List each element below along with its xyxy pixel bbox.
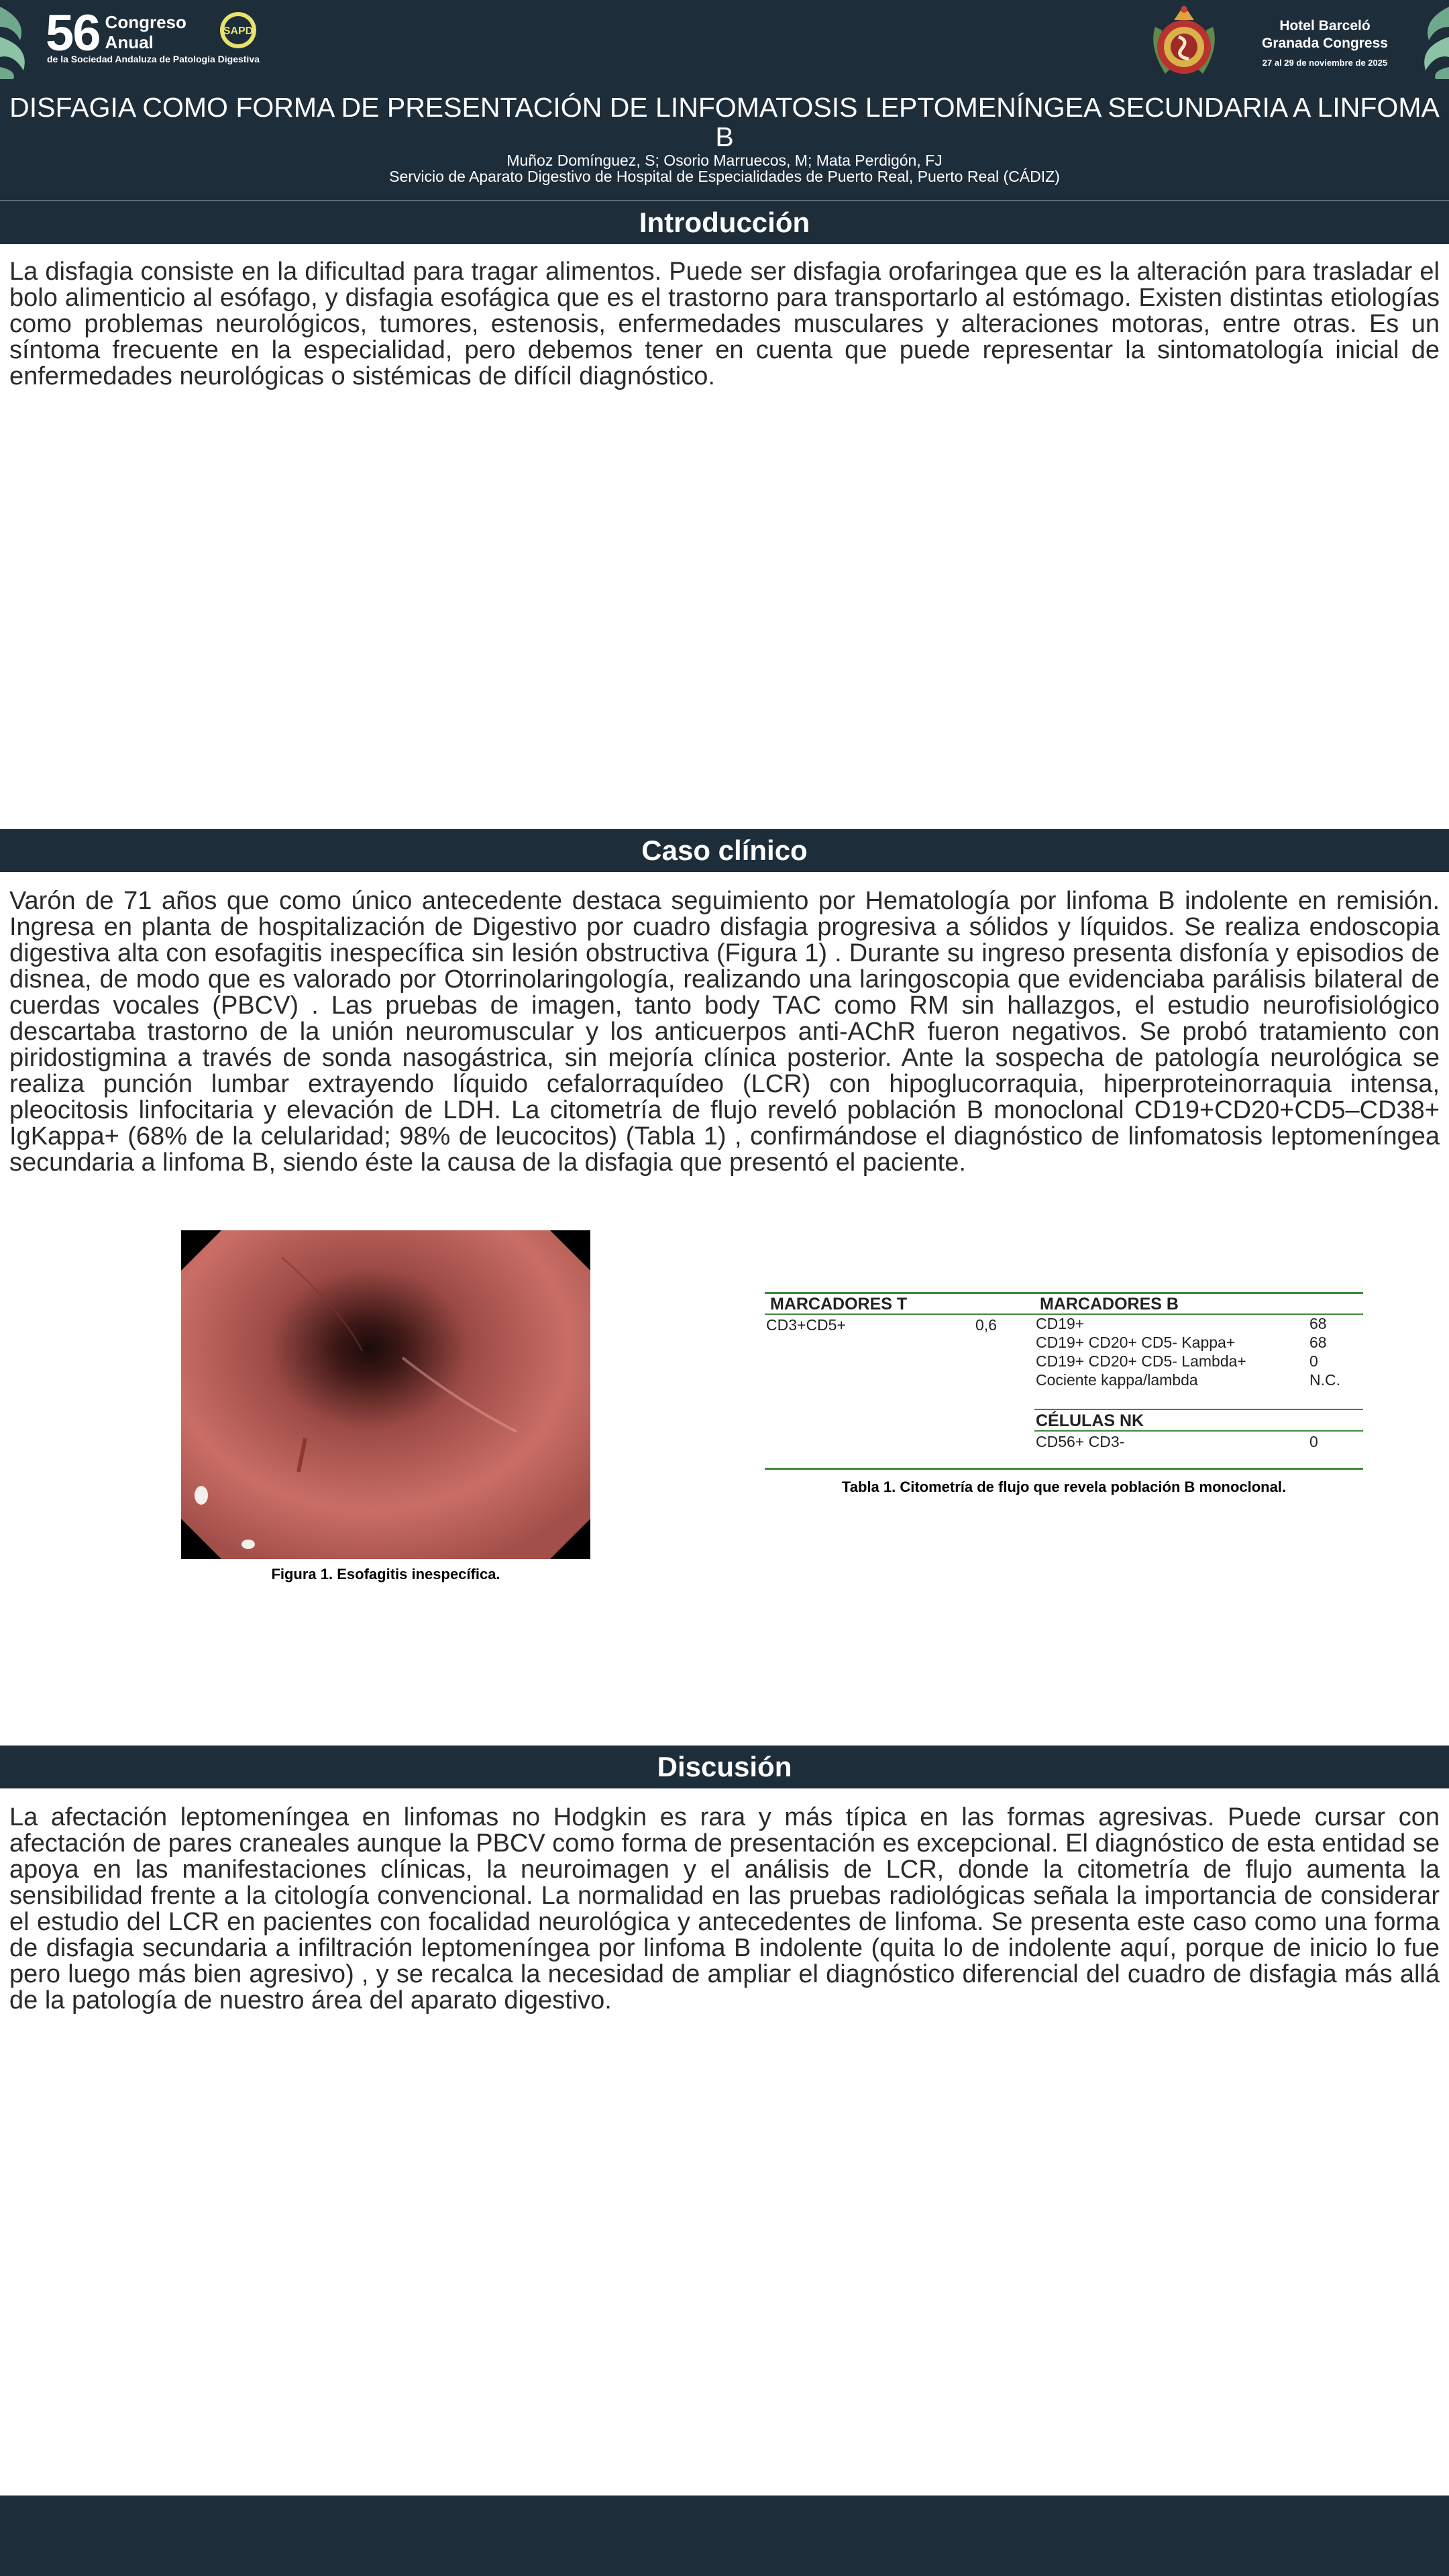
table-row: CD3+CD5+ <box>766 1316 846 1334</box>
discussion-paragraph: La afectación leptomeníngea en linfomas no Hodgkin es rara y más típica en las formas agresivas. Puede cursar con afectación de pares craneales aunque la PBCV como forma de presentación es excepcional. El diagnóstico de esta entidad se apoya en las manifestaciones clínicas, la neuroimagen y el análisis de LCR, donde la citometría de flujo aumenta la sensibilidad frente a la citología convencional. La normalidad en las pruebas radiológicas señala la importancia de considerar el estudio del LCR en pacientes con focalidad neurológica y antecedentes de linfoma. Se presenta este caso como una forma de disfagia secundaria a infiltración leptomeníngea por linfoma B indolente (quita lo de indolente aquí, porque de inicio lo fue pero luego más bien agresivo) , y se recalca la necesidad de ampliar el diagnóstico diferencial del cuadro de disfagia más allá de la patología de nuestro área del aparato digestivo. <box>9 1803 1440 2015</box>
venue-name: Granada Congress <box>1262 36 1388 51</box>
table-cell-value: 0 <box>1309 1352 1318 1370</box>
congress-dates: 27 al 29 de noviembre de 2025 <box>1262 58 1388 68</box>
t-markers-header: MARCADORES T <box>770 1295 908 1313</box>
table-cell-value: N.C. <box>1309 1371 1340 1389</box>
table-cell-value: 68 <box>1309 1334 1327 1351</box>
granada-emblem-icon <box>1142 0 1226 85</box>
flow-cytometry-table <box>765 1292 1363 1472</box>
table-row: Cociente kappa/lambda <box>1036 1371 1198 1389</box>
endoscopy-figure <box>181 1230 590 1559</box>
poster-footer <box>0 2496 1449 2576</box>
poster-title: DISFAGIA COMO FORMA DE PRESENTACIÓN DE LINFOMATOSIS LEPTOMENÍNGEA SECUNDARIA A LINFOMA B <box>9 92 1440 152</box>
sapd-badge-label: SAPD <box>223 25 254 37</box>
poster-header <box>0 0 1449 200</box>
nk-cells-header: CÉLULAS NK <box>1036 1411 1144 1430</box>
annual-word: Anual <box>105 32 154 52</box>
table-row: CD19+ CD20+ CD5- Kappa+ <box>1036 1334 1236 1351</box>
figure-caption: Figura 1. Esofagitis inespecífica. <box>271 1566 500 1582</box>
nk-top-rule <box>1034 1409 1363 1410</box>
table-top-rule <box>765 1292 1363 1294</box>
table-row: CD19+ <box>1036 1315 1085 1332</box>
table-cell-value: 68 <box>1309 1315 1327 1332</box>
table-cell-value: 0 <box>1309 1433 1318 1450</box>
congress-number: 56 <box>46 5 100 62</box>
table-row: CD19+ CD20+ CD5- Lambda+ <box>1036 1352 1246 1370</box>
table-bottom-rule <box>765 1468 1363 1470</box>
section-heading-introduccion: Introducción <box>0 201 1449 244</box>
table-cell-value: 0,6 <box>975 1316 997 1334</box>
case-paragraph: Varón de 71 años que como único antecedente destaca seguimiento por Hematología por linfoma B indolente en remisión. Ingresa en planta de hospitalización de Digestivo por cuadro disfagia progresiva a sólidos y líquidos. Se realiza endoscopia digestiva alta con esofagitis inespecífica sin lesión obstructiva (Figura 1) . Durante su ingreso presenta disfonía y episodios de disnea, de modo que es valorado por Otorrinolaringología, realizando una laringoscopia que evidenciaba parálisis bilateral de cuerdas vocales (PBCV) . Las pruebas de imagen, tanto body TAC como RM sin hallazgos, el estudio neurofisiológico descartaba trastorno de la unión neuromuscular y los anticuerpos anti-AChR fueron negativos. Se probó tratamiento con piridostigmina a través de sonda nasogástrica, sin mejoría clínica posterior. Ante la sospecha de patología neurológica se realiza punción lumbar extrayendo líquido cefalorraquídeo (LCR) con hipoglucorraquia, hiperproteinorraquia intensa, pleocitosis linfocitaria y elevación de LDH. La citometría de flujo reveló población B monoclonal CD19+CD20+CD5–CD38+ IgKappa+ (68% de la celularidad; 98% de leucocitos) (Tabla 1) , confirmándose el diagnóstico de linfomatosis leptomeníngea secundaria a linfoma B, siendo éste la causa de la disfagia que presentó el paciente. <box>9 887 1440 1177</box>
venue-info <box>1241 17 1409 68</box>
section-heading-caso-clinico: Caso clínico <box>0 829 1449 872</box>
poster-affiliation: Servicio de Aparato Digestivo de Hospital de Especialidades de Puerto Real, Puerto Real (CÁDIZ) <box>389 168 1060 185</box>
section-heading-discusion: Discusión <box>0 1746 1449 1788</box>
table-caption: Tabla 1. Citometría de flujo que revela población B monoclonal. <box>841 1479 1287 1495</box>
table-row: CD56+ CD3- <box>1036 1433 1125 1450</box>
society-name: de la Sociedad Andaluza de Patología Digestiva <box>47 54 260 64</box>
poster-authors: Muñoz Domínguez, S; Osorio Marruecos, M; Mata Perdigón, FJ <box>506 152 943 169</box>
congress-word: Congreso <box>105 12 186 32</box>
leaf-decoration-right-icon <box>1409 0 1449 80</box>
b-markers-header: MARCADORES B <box>1040 1295 1179 1313</box>
sapd-badge-icon <box>219 11 258 50</box>
nk-header-rule <box>1034 1430 1363 1432</box>
leaf-decoration-left-icon <box>0 0 40 80</box>
intro-paragraph: La disfagia consiste en la dificultad para tragar alimentos. Puede ser disfagia orofaringea que es la alteración para trasladar el bolo alimenticio al esófago, y disfagia esofágica que es el trastorno para transportarlo al estómago. Existen distintas etiologías como problemas neurológicos, tumores, estenosis, enfermedades musculares y alteraciones motoras, entre otras. Es un síntoma frecuente en la especialidad, pero debemos tener en cuenta que puede representar la sintomatología inicial de enfermedades neurológicas o sistémicas de difícil diagnóstico. <box>9 258 1440 390</box>
hotel-name: Hotel Barceló <box>1279 18 1371 34</box>
